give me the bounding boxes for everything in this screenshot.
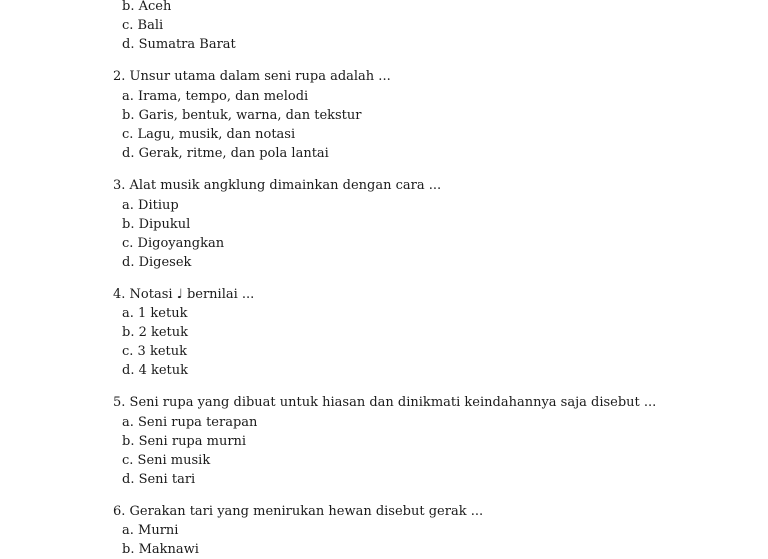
option-item: b. Aceh	[122, 0, 172, 14]
option-item: d. Gerak, ritme, dan pola lantai	[122, 146, 329, 161]
option-item: a. Ditiup	[122, 198, 179, 213]
option-item: a. Murni	[122, 523, 179, 538]
question-text: 6. Gerakan tari yang menirukan hewan disebut gerak ...	[113, 504, 484, 519]
option-item: b. Maknawi	[122, 542, 199, 557]
option-item: b. Dipukul	[122, 217, 191, 232]
option-item: c. Lagu, musik, dan notasi	[122, 127, 296, 142]
option-item: a. Irama, tempo, dan melodi	[122, 89, 309, 104]
question-text: 3. Alat musik angklung dimainkan dengan cara ...	[113, 178, 442, 193]
option-item: c. Digoyangkan	[122, 236, 225, 251]
option-item: d. Seni tari	[122, 472, 196, 487]
question-text: 2. Unsur utama dalam seni rupa adalah ...	[113, 69, 391, 84]
option-item: d. 4 ketuk	[122, 363, 189, 378]
option-item: d. Sumatra Barat	[122, 37, 236, 52]
option-item: d. Digesek	[122, 255, 192, 270]
option-item: b. Seni rupa murni	[122, 434, 247, 449]
option-item: c. Seni musik	[122, 453, 211, 468]
option-item: b. Garis, bentuk, warna, dan tekstur	[122, 108, 362, 123]
question-text: 4. Notasi ♩ bernilai ...	[113, 287, 255, 302]
question-text: 5. Seni rupa yang dibuat untuk hiasan dan dinikmati keindahannya saja disebut ...	[113, 395, 657, 410]
option-item: b. 2 ketuk	[122, 325, 189, 340]
option-item: a. Seni rupa terapan	[122, 415, 258, 430]
option-item: c. Bali	[122, 18, 164, 33]
option-item: c. 3 ketuk	[122, 344, 187, 359]
option-item: a. 1 ketuk	[122, 306, 188, 321]
